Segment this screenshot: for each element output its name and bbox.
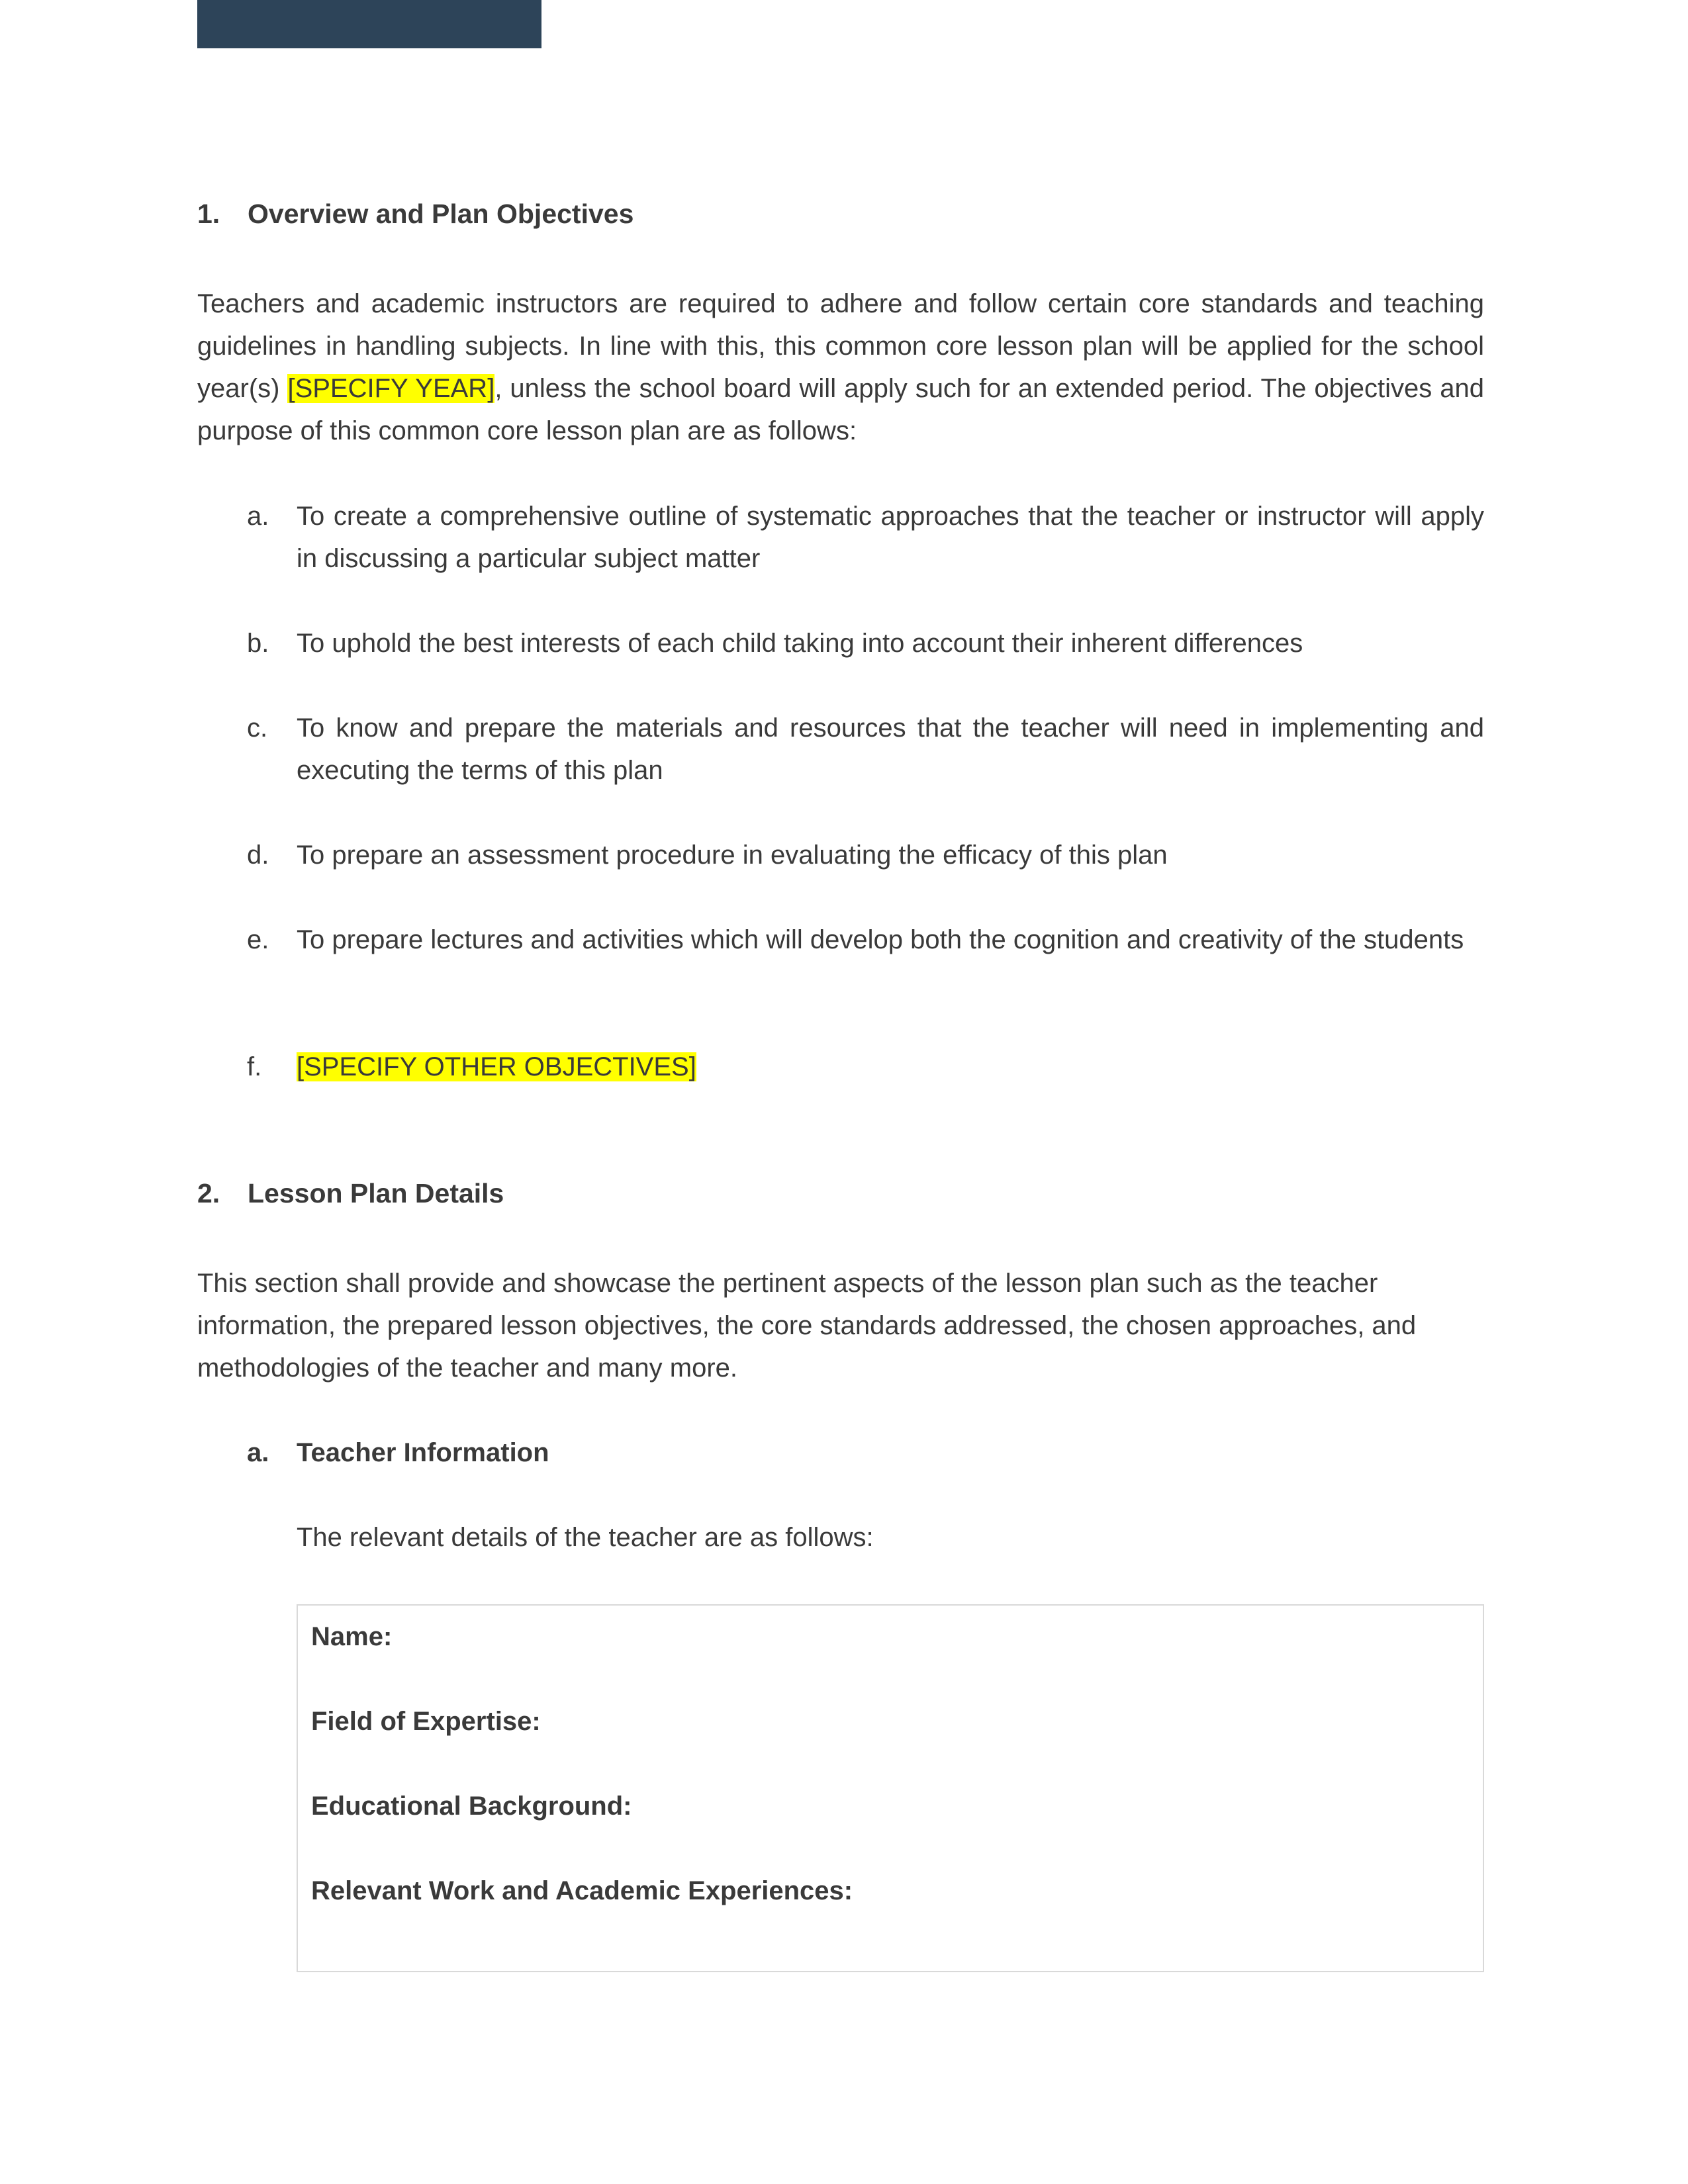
teacher-info-heading (247, 1432, 549, 1474)
intro-text-part-2: , unless the school board will apply such for an extended period. The objectives and purpose of this common core lesson plan are as follows: (197, 374, 1484, 445)
section-2-heading (197, 1178, 504, 1209)
header-color-bar (197, 0, 541, 48)
objective-text: To uphold the best interests of each child taking into account their inherent differences (297, 629, 1303, 658)
field-of-expertise-label: Field of Expertise: (311, 1707, 541, 1736)
objective-item (247, 919, 1484, 961)
section-2-intro: This section shall provide and showcase the pertinent aspects of the lesson plan such as the teacher information, the prepared lesson objectives, the core standards addressed, the chosen approaches, and methodologies of the teacher and many more. (197, 1269, 1417, 1383)
section-2-title: Lesson Plan Details (248, 1178, 504, 1208)
objective-letter: e. (247, 925, 269, 954)
objective-item (247, 707, 1484, 792)
name-field-label: Name: (311, 1622, 393, 1651)
objective-item (247, 1046, 1484, 1088)
teacher-info-letter: a. (247, 1438, 269, 1467)
section-1-title: Overview and Plan Objectives (248, 199, 634, 229)
intro-text-part-1: Teachers and academic instructors are required to adhere and follow certain core standards and teaching guidelines in handling subjects. In line with this, this common core lesson plan will be applied for the school year(s) (197, 289, 1484, 403)
objective-letter: d. (247, 841, 269, 870)
objective-letter: c. (247, 713, 268, 743)
section-1-intro (197, 283, 1484, 452)
objective-text: To know and prepare the materials and resources that the teacher will need in implementing and executing the terms of this plan (297, 713, 1484, 785)
objective-item (247, 495, 1484, 580)
objective-text: To prepare lectures and activities which will develop both the cognition and creativity of the students (297, 925, 1464, 954)
educational-background-label: Educational Background: (311, 1792, 632, 1821)
objective-text: To prepare an assessment procedure in evaluating the efficacy of this plan (297, 841, 1168, 870)
specify-year-placeholder[interactable]: [SPECIFY YEAR] (287, 374, 495, 403)
objective-letter: a. (247, 502, 269, 531)
teacher-info-box (297, 1604, 1484, 1972)
teacher-info-title: Teacher Information (297, 1438, 549, 1467)
work-experience-label: Relevant Work and Academic Experiences: (311, 1876, 853, 1905)
objective-letter: b. (247, 629, 269, 658)
objective-text: To create a comprehensive outline of systematic approaches that the teacher or instructor will apply in discussing a particular subject matter (297, 502, 1484, 573)
specify-objectives-placeholder[interactable]: [SPECIFY OTHER OBJECTIVES] (297, 1052, 696, 1081)
section-1-heading (197, 199, 633, 230)
teacher-info-intro: The relevant details of the teacher are as follows: (297, 1523, 874, 1552)
section-2-number: 2. (197, 1178, 220, 1208)
section-1-number: 1. (197, 199, 220, 229)
objective-item (247, 622, 1484, 664)
objective-letter: f. (247, 1052, 262, 1081)
objective-item (247, 834, 1484, 876)
